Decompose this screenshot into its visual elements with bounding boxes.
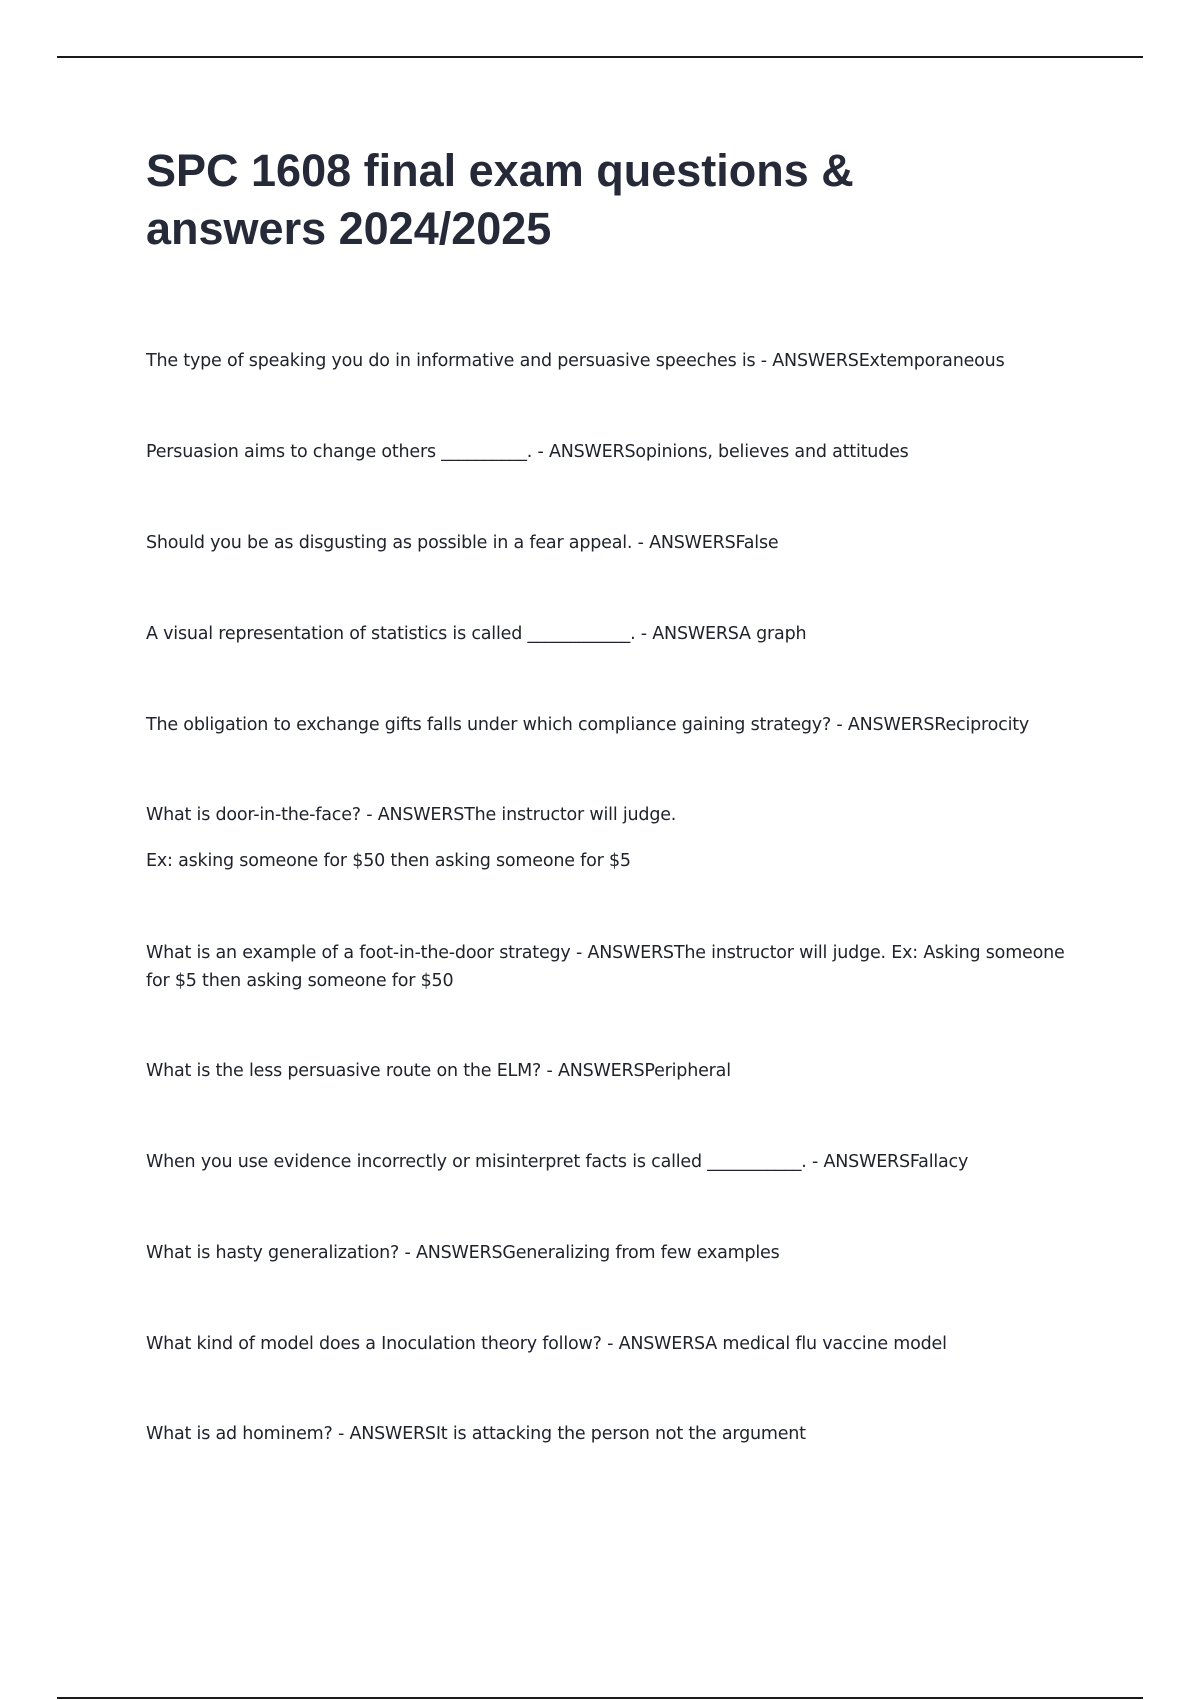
answer-text: Peripheral — [644, 1061, 731, 1081]
question-text: A visual representation of statistics is called ____________. — [146, 624, 636, 644]
separator: - — [541, 1061, 558, 1081]
separator: - — [399, 1243, 416, 1263]
top-rule — [57, 56, 1143, 58]
answer-text: Reciprocity — [934, 715, 1030, 735]
answer-text: False — [735, 533, 779, 553]
qa-item-10 — [146, 1239, 1076, 1267]
qa-item-6 — [146, 801, 1076, 875]
bottom-rule — [57, 1697, 1143, 1699]
question-text: What is the less persuasive route on the ELM? — [146, 1061, 542, 1081]
question-text: When you use evidence incorrectly or misinterpret facts is called ___________. — [146, 1152, 807, 1172]
answer-prefix: ANSWERS — [548, 442, 636, 462]
answer-prefix: ANSWERS — [587, 943, 674, 963]
answer-prefix: ANSWERS — [652, 624, 740, 644]
separator: - — [601, 1334, 619, 1354]
qa-item-9 — [146, 1148, 1076, 1176]
question-text: What is ad hominem? — [146, 1424, 333, 1444]
qa-item-8 — [146, 1057, 1076, 1085]
question-text: The obligation to exchange gifts falls under which compliance gaining strategy? — [146, 715, 832, 735]
answer-text: The instructor will judge. Ex: Asking someone for $5 then asking someone for $50 — [146, 943, 1065, 991]
answer-prefix: ANSWERS — [618, 1334, 706, 1354]
qa-item-11 — [146, 1330, 1076, 1358]
answer-prefix: ANSWERS — [772, 351, 859, 371]
question-text: The type of speaking you do in informative and persuasive speeches is — [146, 351, 756, 371]
qa-line — [146, 801, 1076, 829]
qa-item-7 — [146, 939, 1076, 995]
answer-continuation: Ex: asking someone for $50 then asking someone for $5 — [146, 851, 631, 871]
separator: - — [831, 715, 848, 735]
question-text: What kind of model does a Inoculation theory follow? — [146, 1334, 602, 1354]
question-text: What is door-in-the-face? — [146, 805, 361, 825]
question-text: What is hasty generalization? — [146, 1243, 400, 1263]
answer-text: A graph — [739, 624, 807, 644]
qa-item-1 — [146, 347, 1076, 375]
answer-text: The instructor will judge. — [464, 805, 677, 825]
answer-prefix: ANSWERS — [349, 1424, 436, 1444]
separator: - — [635, 624, 653, 644]
separator: - — [360, 805, 378, 825]
answer-text: A medical flu vaccine model — [705, 1334, 947, 1354]
answer-text: Extemporaneous — [858, 351, 1005, 371]
answer-prefix: ANSWERS — [823, 1152, 910, 1172]
qa-item-3 — [146, 529, 1076, 557]
answer-prefix: ANSWERS — [557, 1061, 645, 1081]
question-text: What is an example of a foot-in-the-door strategy — [146, 943, 571, 963]
separator: - — [755, 351, 773, 371]
qa-item-2 — [146, 438, 1076, 466]
answer-prefix: ANSWERS — [415, 1243, 503, 1263]
document-title: SPC 1608 final exam questions & answers 2024/2025 — [146, 145, 854, 254]
question-text: Persuasion aims to change others __________. — [146, 442, 533, 462]
separator: - — [570, 943, 588, 963]
answer-text: Generalizing from few examples — [502, 1243, 780, 1263]
answer-prefix: ANSWERS — [377, 805, 465, 825]
question-text: Should you be as disgusting as possible in a fear appeal. — [146, 533, 633, 553]
answer-text: It is attacking the person not the argument — [435, 1424, 806, 1444]
answer-prefix: ANSWERS — [847, 715, 935, 735]
qa-item-12 — [146, 1420, 1076, 1448]
answer-text: Fallacy — [909, 1152, 969, 1172]
qa-item-4 — [146, 620, 1076, 648]
separator: - — [806, 1152, 824, 1172]
separator: - — [532, 442, 549, 462]
qa-item-5 — [146, 711, 1076, 739]
separator: - — [332, 1424, 350, 1444]
answer-prefix: ANSWERS — [649, 533, 736, 553]
answer-text: opinions, believes and attitudes — [635, 442, 909, 462]
separator: - — [632, 533, 650, 553]
